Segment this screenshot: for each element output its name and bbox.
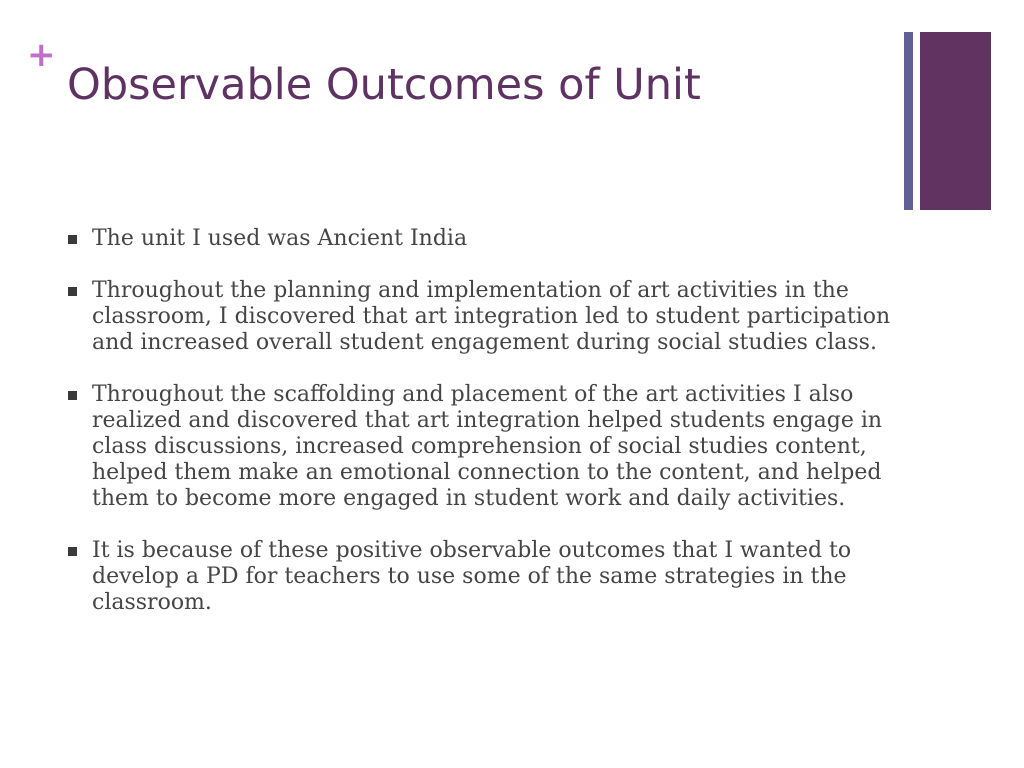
bullet-item-participation [68,278,898,356]
square-bullet-icon [68,235,77,244]
decorative-bar-thick [920,32,991,210]
slide-title: Observable Outcomes of Unit [67,60,701,110]
square-bullet-icon [68,391,77,400]
bullet-item-unit [68,226,898,252]
bullet-list [68,226,898,642]
bullet-text: The unit I used was Ancient India [92,226,468,251]
square-bullet-icon [68,287,77,296]
bullet-item-pd [68,538,898,616]
square-bullet-icon [68,547,77,556]
decorative-bar-thin [904,32,913,210]
bullet-item-engagement [68,382,898,512]
bullet-text: Throughout the scaffolding and placement of the art activities I also realized and discovered that art integration helped students engage in class discussions, increased comprehension of social studies content, helped them make an emotional connection to the content, and helped them to become more engaged in student work and daily activities. [92,382,883,511]
plus-icon: + [27,35,56,75]
bullet-text: Throughout the planning and implementation of art activities in the classroom, I discovered that art integration led to student participation and increased overall student engagement during social studies class. [92,278,891,355]
bullet-text: It is because of these positive observable outcomes that I wanted to develop a PD for teachers to use some of the same strategies in the classroom. [92,538,852,615]
